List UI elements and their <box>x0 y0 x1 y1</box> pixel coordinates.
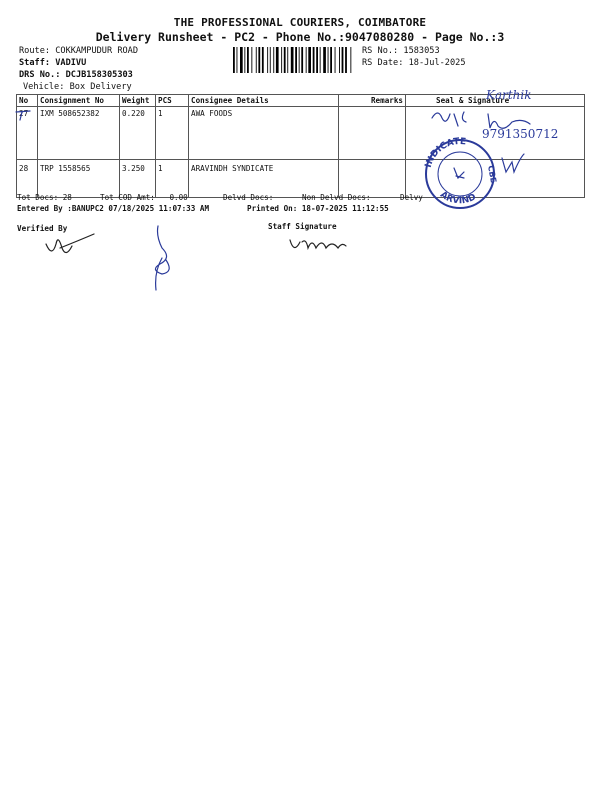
cell-consignee: ARAVINDH SYNDICATE <box>189 160 339 198</box>
vehicle-line <box>23 82 132 92</box>
route-label: Route: <box>19 46 51 56</box>
col-consignment: Consignment No <box>38 95 120 107</box>
drs-value: DCJB158305303 <box>65 70 133 80</box>
cell-weight: 3.250 <box>120 160 156 198</box>
vehicle-label: Vehicle: <box>23 82 65 92</box>
company-title: THE PROFESSIONAL COURIERS, COIMBATORE <box>173 16 427 29</box>
non-delvd-docs-label: Non Delvd Docs: <box>302 193 371 202</box>
entered-by: Entered By :BANUPC2 07/18/2025 11:07:33 AM <box>17 204 210 213</box>
col-consignee: Consignee Details <box>189 95 339 107</box>
col-no: No <box>17 95 38 107</box>
rs-date-line <box>362 58 466 68</box>
row-mark <box>14 108 34 122</box>
svg-text:INDICATE <box>424 137 467 169</box>
cell-consignment: TRP 1558565 <box>38 160 120 198</box>
cell-no: 27 <box>17 107 38 160</box>
cell-pcs: 1 <box>156 160 189 198</box>
runsheet-title: Delivery Runsheet - PC2 - Phone No.:9047080280 - Page No.:3 <box>95 30 505 44</box>
cell-consignee: AWA FOODS <box>189 107 339 160</box>
tot-cod-value: 0.00 <box>169 193 188 202</box>
tot-docs-label: Tot Docs: <box>17 193 59 202</box>
printed-on: Printed On: 18-07-2025 11:12:55 <box>247 204 389 213</box>
tot-cod-label: Tot COD Amt: <box>100 193 155 202</box>
drs-label: DRS No.: <box>19 70 61 80</box>
col-weight: Weight <box>120 95 156 107</box>
cell-weight: 0.220 <box>120 107 156 160</box>
cell-remarks <box>339 160 406 198</box>
route-value: COKKAMPUDUR ROAD <box>55 46 139 56</box>
staff-signature <box>286 230 356 258</box>
staff-signature-label: Staff Signature <box>268 222 337 231</box>
cell-remarks <box>339 107 406 160</box>
vehicle-value: Box Delivery <box>69 82 132 92</box>
rs-no-line <box>362 46 440 56</box>
staff-line <box>19 58 86 68</box>
stamp-text-right: CBE <box>486 164 498 184</box>
tot-docs <box>17 193 72 202</box>
delvd-docs-label: Delvd Docs: <box>223 193 274 202</box>
arvind-syndicate-stamp <box>410 136 510 216</box>
handwritten-name: Karthik <box>486 88 532 102</box>
tot-docs-value: 28 <box>62 193 72 202</box>
verified-by-label: Verified By <box>17 224 68 233</box>
staff-label: Staff: <box>19 58 51 68</box>
cell-consignment: IXM 508652382 <box>38 107 120 160</box>
stamp-text-bottom: ARVIND <box>438 189 478 207</box>
col-pcs: PCS <box>156 95 189 107</box>
rs-no-label: RS No.: <box>362 46 399 56</box>
route-line <box>19 46 138 56</box>
cell-no: 28 <box>17 160 38 198</box>
rs-date-value: 18-Jul-2025 <box>408 58 466 68</box>
stamp-text-top: INDICATE <box>423 136 467 169</box>
rs-date-label: RS Date: <box>362 58 404 68</box>
delvy-label: Delvy <box>400 193 423 202</box>
receiver-initial <box>498 150 528 180</box>
receiver-signature <box>424 104 574 134</box>
verified-by-signature <box>40 226 100 262</box>
rs-no-value: 1583053 <box>403 46 440 56</box>
handwritten-phone: 9791350712 <box>482 127 559 141</box>
officer-signature <box>148 222 188 294</box>
cell-pcs: 1 <box>156 107 189 160</box>
col-seal: Seal & Signature <box>406 95 585 107</box>
staff-value: VADIVU <box>55 58 87 68</box>
col-remarks: Remarks <box>339 95 406 107</box>
barcode <box>233 47 353 73</box>
drs-line <box>19 70 133 80</box>
tot-cod <box>100 193 188 202</box>
